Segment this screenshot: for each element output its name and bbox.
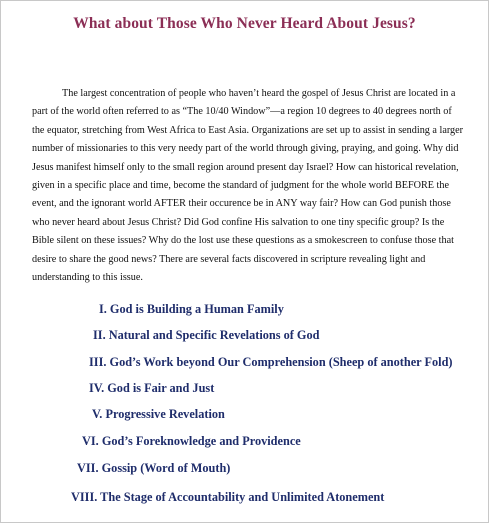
paragraph-text: The largest concentration of people who haven’t heard the gospel of Jesus Christ are located in a part of the world often referred to as “The 10/40 Window”—a region 10 degrees to 40 degrees north of the equator, stretching from West Africa to East Asia. Organizations are set up to assist in sending a larger number of missionaries to this very needy part of the world through giving, praying, and going. Why did Jesus manifest himself only to the small region around present day Israel? How can historical revelation, given in a specific place and time, become the standard of judgment for the whole world BEFORE the event, and the ignorant world AFTER their occurence be in ANY way fair? How can God punish those who never heard about Jesus Christ? Did God confine His salvation to one tiny specific group? Is the Bible silent on these issues? Why do the lost use these questions as a smokescreen to confuse those that desire to share the good news? There are several facts discovered in scripture revealing light and understanding to this issue. xyxy=(32,88,464,284)
outline-item-7: VII. Gossip (Word of Mouth) xyxy=(77,461,231,475)
outline-item-6: VI. God’s Foreknowledge and Providence xyxy=(82,434,301,448)
outline-item-5: V. Progressive Revelation xyxy=(92,407,225,421)
outline-item-8: VIII. The Stage of Accountability and Unlimited Atonement xyxy=(71,490,385,504)
document-title: What about Those Who Never Heard About Jesus? xyxy=(73,15,416,32)
outline-item-2: II. Natural and Specific Revelations of God xyxy=(93,328,320,342)
outline-item-3: III. God’s Work beyond Our Comprehension (Sheep of another Fold) xyxy=(89,355,453,369)
body-paragraph xyxy=(32,85,465,287)
outline-item-4: IV. God is Fair and Just xyxy=(89,381,215,395)
outline-item-1: I. God is Building a Human Family xyxy=(99,302,284,316)
